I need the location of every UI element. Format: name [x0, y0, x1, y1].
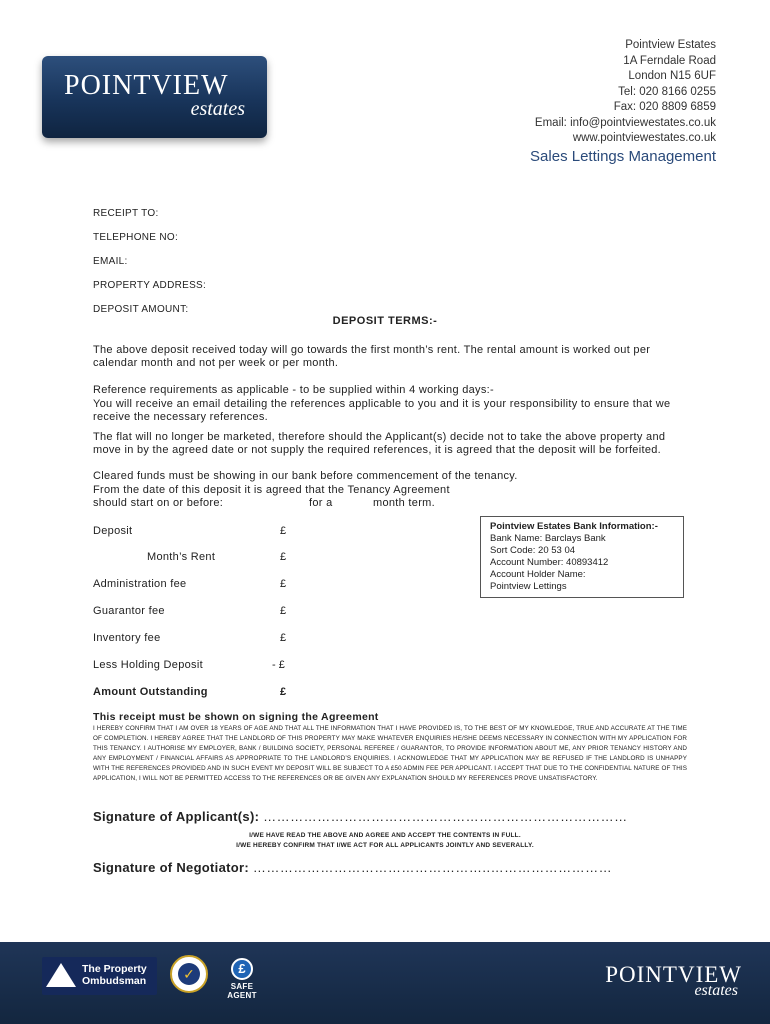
fee-label-inventory: Inventory fee — [93, 632, 161, 644]
deposit-terms-heading: DEPOSIT TERMS:- — [332, 315, 438, 327]
legal-declaration: I HEREBY CONFIRM THAT I AM OVER 18 YEARS OF AGE AND THAT ALL THE INFORMATION THAT I HAVE PROVIDED IS, TO THE BEST OF MY KNOWLEDGE, TRUE AND ACCURATE AT THE TIME OF COMPLETION. I HEREBY AGREE THAT THE LANDLORD OF THIS PROPERTY MAY MAKE WHATEVER ENQUIRIES HE/SHE DEEMS NECESSARY IN CONNECTION WITH MY APPLICATION FOR THIS TENANCY. I AUTHORISE MY EMPLOYER, BANK / BUILDING SOCIETY, PERSONAL REFEREE / GUARANTOR, TO PROVIDE INFORMATION ABOUT ME, ANY PRIOR TENANCY HISTORY AND ANY EMPLOYMENT / FINANCIAL AFFAIRS AS APPROPRIATE TO THE LANDLORD’S ENQUIRIES. I ACKNOWLEDGE THAT MY APPLICATION MAY BE REFUSED IF THE LANDLORD IS UNHAPPY WITH THE REFERENCES PROVIDED AND IN SUCH EVENT MY DEPOSIT WILL BE SUBJECT TO A £50 ADMIN FEE PER APPLICANT. I ACCEPT THAT DUE TO THE CONFIDENTIAL NATURE OF THIS APPLICATION, I WILL NOT BE PERMITTED ACCESS TO THE REFERENCES OR BE GIVEN ANY EXPLANATION SHOULD MY REFERENCES PROVE UNSATISFACTORY. — [93, 725, 687, 782]
receipt-note: This receipt must be shown on signing the Agreement — [93, 711, 379, 723]
bank-holder: Pointview Lettings — [490, 581, 567, 592]
paragraph-tenancy: From the date of this deposit it is agreed that the Tenancy Agreement — [93, 484, 450, 496]
fax: Fax: 020 8809 6859 — [613, 101, 716, 113]
tenancy-start-label: should start on or before: — [93, 497, 224, 509]
signature-negotiator[interactable] — [93, 860, 612, 875]
field-deposit-amount: DEPOSIT AMOUNT: — [93, 304, 189, 315]
bank-name: Bank Name: Barclays Bank — [490, 533, 606, 544]
fee-label-amount-outstanding: Amount Outstanding — [93, 686, 208, 698]
signature-applicant[interactable] — [93, 809, 628, 824]
company-logo — [42, 56, 267, 138]
ombudsman-text — [82, 963, 147, 987]
fee-label-months-rent: Month’s Rent — [147, 551, 216, 563]
signature-applicant-label: Signature of Applicant(s): — [93, 809, 260, 824]
bank-information-box — [480, 516, 684, 598]
signature-negotiator-label: Signature of Negotiator: — [93, 860, 249, 875]
fee-symbol-deposit: £ — [280, 525, 287, 537]
paragraph-cleared-funds: Cleared funds must be showing in our bank before commencement of the tenancy. — [93, 470, 518, 482]
paragraph-forfeit: The flat will no longer be marketed, therefore should the Applicant(s) decide not to take the above property and move in by the agreed date or not supply the required references, it is agreed that the deposit will be forfeited. — [93, 431, 666, 456]
tenancy-for-label: for a — [309, 497, 333, 509]
paragraph-references-intro: Reference requirements as applicable - to be supplied within 4 working days:- — [93, 384, 494, 396]
confirm-line-2: I/WE HEREBY CONFIRM THAT I/WE ACT FOR ALL APPLICANTS JOINTLY AND SEVERALLY. — [236, 842, 534, 849]
address-line-1: 1A Ferndale Road — [623, 54, 716, 67]
safe-agent-pound-icon: £ — [231, 958, 253, 980]
accreditation-seal-icon — [170, 955, 208, 993]
safe-agent-text: SAFE AGENT — [227, 982, 257, 1000]
ombudsman-line-2: Ombudsman — [82, 975, 147, 987]
contact-block — [456, 38, 716, 147]
tagline: Sales Lettings Management — [530, 148, 716, 165]
fee-label-holding-deposit: Less Holding Deposit — [93, 659, 203, 671]
signature-negotiator-line[interactable]: ……………………………………………..……………………… — [252, 860, 613, 875]
paragraph-rent: The above deposit received today will go towards the first month’s rent. The rental amount is worked out per calendar month and not per week or per month. — [93, 344, 651, 369]
fee-symbol-guarantor: £ — [280, 605, 287, 617]
bank-sort-code: Sort Code: 20 53 04 — [490, 545, 576, 556]
email-address: Email: info@pointviewestates.co.uk — [534, 116, 716, 129]
safe-agent-logo — [219, 956, 265, 1000]
footer-logo-sub: estates — [694, 982, 738, 999]
company-name: Pointview Estates — [625, 39, 716, 51]
field-telephone: TELEPHONE NO: — [93, 232, 179, 243]
field-email: EMAIL: — [93, 256, 128, 267]
logo-name: POINTVIEW — [64, 70, 229, 101]
property-ombudsman-logo — [42, 957, 157, 995]
fee-label-deposit: Deposit — [93, 525, 133, 537]
website: www.pointviewestates.co.uk — [572, 132, 716, 144]
telephone: Tel: 020 8166 0255 — [618, 85, 716, 98]
fee-label-guarantor: Guarantor fee — [93, 605, 165, 617]
ombudsman-triangle-icon — [46, 963, 76, 987]
tenancy-term-label: month term. — [373, 497, 435, 509]
fee-label-administration: Administration fee — [93, 578, 187, 590]
fee-symbol-months-rent: £ — [280, 551, 287, 563]
field-property-address: PROPERTY ADDRESS: — [93, 280, 207, 291]
paragraph-references: You will receive an email detailing the references applicable to you and it is your responsibility to ensure that we receive the necessary references. — [93, 398, 671, 423]
ombudsman-line-1: The Property — [82, 963, 147, 975]
address-line-2: London N15 6UF — [628, 70, 716, 82]
confirm-line-1: I/WE HAVE READ THE ABOVE AND AGREE AND ACCEPT THE CONTENTS IN FULL. — [249, 832, 521, 839]
footer-logo-name: POINTVIEW — [605, 962, 742, 987]
logo-sub: estates — [190, 98, 245, 120]
fee-symbol-inventory: £ — [280, 632, 287, 644]
bank-info-title: Pointview Estates Bank Information:- — [490, 521, 658, 532]
bank-holder-label: Account Holder Name: — [490, 569, 586, 580]
fee-symbol-holding-deposit: - £ — [272, 659, 285, 671]
fee-symbol-amount-outstanding: £ — [280, 686, 287, 698]
field-receipt-to: RECEIPT TO: — [93, 208, 159, 219]
bank-account-number: Account Number: 40893412 — [490, 557, 609, 568]
seal-check-icon: ✓ — [178, 963, 200, 985]
fee-symbol-administration: £ — [280, 578, 287, 590]
signature-applicant-line[interactable]: ……………………………………………………………………… — [263, 809, 628, 824]
